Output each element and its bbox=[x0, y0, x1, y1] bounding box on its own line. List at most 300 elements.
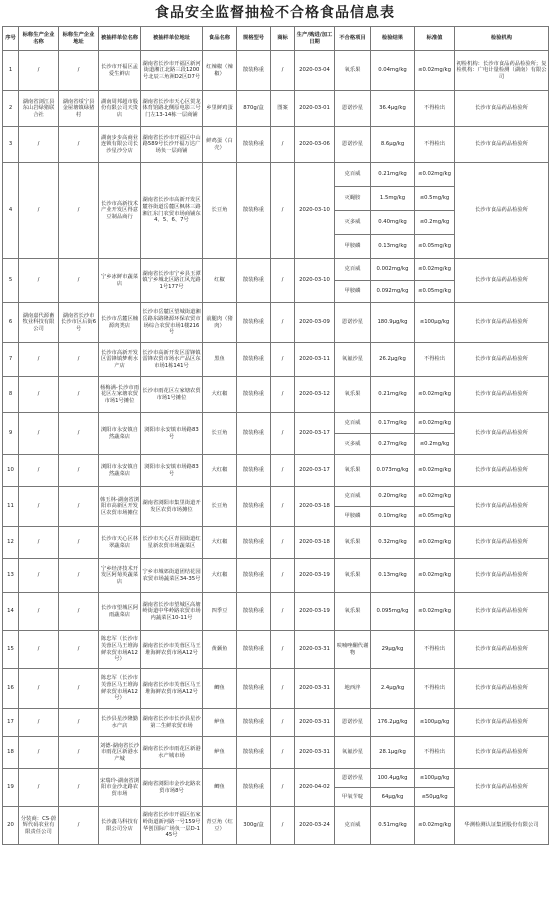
cell-brand: / bbox=[271, 669, 295, 709]
cell-brand: / bbox=[271, 487, 295, 527]
cell-spec: 散装称重 bbox=[237, 413, 271, 455]
cell-manufacturer-address: / bbox=[59, 455, 99, 487]
cell-spec: 散装称重 bbox=[237, 527, 271, 559]
cell-date: 2020-03-01 bbox=[295, 91, 335, 127]
cell-no: 19 bbox=[3, 769, 19, 807]
cell-date: 2020-03-12 bbox=[295, 377, 335, 413]
cell-manufacturer: 湖南省浏江县东山岩绿猪联合社 bbox=[19, 91, 59, 127]
cell-manufacturer: / bbox=[19, 527, 59, 559]
cell-brand: / bbox=[271, 377, 295, 413]
cell-standard: ≤100μg/kg bbox=[415, 769, 455, 788]
cell-brand: / bbox=[271, 769, 295, 807]
header-cell: 不合格项目 bbox=[335, 27, 371, 51]
cell-sampled-address: 湖南省长沙市开福区中山路589号长沙开福万达广场负一层商铺 bbox=[141, 127, 203, 163]
cell-sampled-address: 长沙市高新开发区雷锋镇雷锋农贸市场水产品区东市场1栋141号 bbox=[141, 343, 203, 377]
cell-standard: ≤0.02mg/kg bbox=[415, 559, 455, 593]
cell-spec: 散装称重 bbox=[237, 51, 271, 91]
cell-result: 64μg/kg bbox=[371, 788, 415, 807]
cell-manufacturer-address: / bbox=[59, 669, 99, 709]
cell-date: 2020-03-19 bbox=[295, 593, 335, 631]
cell-standard: ≤0.5mg/kg bbox=[415, 187, 455, 211]
cell-result: 0.17mg/kg bbox=[371, 413, 415, 434]
cell-manufacturer: 分装商：CS·蔚辉代码农业有限责任公司 bbox=[19, 807, 59, 845]
header-cell: 序号 bbox=[3, 27, 19, 51]
cell-lab: 长沙市食品药品检验所 bbox=[455, 737, 549, 769]
cell-failed-item: 恩诺沙星 bbox=[335, 303, 371, 343]
cell-sampled-address: 长沙市雨花区左家塘农贸市场1号摊位 bbox=[141, 377, 203, 413]
cell-no: 18 bbox=[3, 737, 19, 769]
cell-manufacturer-address: / bbox=[59, 343, 99, 377]
cell-sampled-unit: 宁乡经济技术开发区阿菊英蔬菜店 bbox=[99, 559, 141, 593]
table-row bbox=[3, 487, 549, 507]
cell-failed-item: 甲胺磷 bbox=[335, 281, 371, 303]
cell-brand: / bbox=[271, 737, 295, 769]
cell-lab: 长沙市食品药品检验所 bbox=[455, 527, 549, 559]
cell-lab: 长沙市食品药品检验所 bbox=[455, 631, 549, 669]
cell-date: 2020-03-31 bbox=[295, 709, 335, 737]
cell-sampled-unit: 长沙县星沙隆勤水产店 bbox=[99, 709, 141, 737]
cell-result: 0.002mg/kg bbox=[371, 259, 415, 281]
cell-sampled-address: 湖南省浏阳市集里街道开发区农贸市场摊位 bbox=[141, 487, 203, 527]
header-cell: 商标 bbox=[271, 27, 295, 51]
cell-spec: 散装称重 bbox=[237, 163, 271, 259]
table-row bbox=[3, 455, 549, 487]
cell-food-name: 鲈鱼 bbox=[203, 709, 237, 737]
cell-sampled-address: 湖南省长沙市芙蓉区马王堆海鲜农贸市场A12号 bbox=[141, 669, 203, 709]
cell-sampled-unit: 宁乡冰鲜市蔬菜店 bbox=[99, 259, 141, 303]
cell-result: 26.2μg/kg bbox=[371, 343, 415, 377]
cell-result: 0.095mg/kg bbox=[371, 593, 415, 631]
table-row bbox=[3, 163, 549, 187]
cell-lab: 长沙市食品药品检验所 bbox=[455, 163, 549, 259]
cell-sampled-address: 湖南省长沙市天心区贺龙体育馆路北侧原电影三号门左13-14栋一层商铺 bbox=[141, 91, 203, 127]
cell-manufacturer-address: / bbox=[59, 259, 99, 303]
header-cell: 生产/购进/加工日期 bbox=[295, 27, 335, 51]
cell-food-name: 长豆角 bbox=[203, 413, 237, 455]
cell-result: 0.13mg/kg bbox=[371, 559, 415, 593]
cell-manufacturer: / bbox=[19, 455, 59, 487]
table-body bbox=[3, 51, 549, 845]
cell-failed-item: 甲氧苄啶 bbox=[335, 788, 371, 807]
table-row bbox=[3, 303, 549, 343]
cell-manufacturer-address: 湖南省长沙市长沙市区后街6号 bbox=[59, 303, 99, 343]
table-row bbox=[3, 51, 549, 91]
cell-result: 0.10mg/kg bbox=[371, 507, 415, 527]
cell-failed-item: 恩诺沙星 bbox=[335, 91, 371, 127]
cell-lab: 长沙市食品药品检验所 bbox=[455, 303, 549, 343]
cell-food-name: 鲫鱼 bbox=[203, 769, 237, 807]
cell-standard: ≤0.02mg/kg bbox=[415, 455, 455, 487]
cell-standard: ≤0.02mg/kg bbox=[415, 51, 455, 91]
cell-failed-item: 氧乐果 bbox=[335, 559, 371, 593]
cell-manufacturer-address: / bbox=[59, 527, 99, 559]
header-row bbox=[3, 27, 549, 51]
cell-manufacturer-address: / bbox=[59, 377, 99, 413]
cell-lab: 长沙市食品药品检验所 bbox=[455, 487, 549, 527]
cell-manufacturer: / bbox=[19, 669, 59, 709]
cell-manufacturer: / bbox=[19, 487, 59, 527]
cell-brand: / bbox=[271, 343, 295, 377]
cell-lab: 长沙市食品药品检验所 bbox=[455, 259, 549, 303]
cell-failed-item: 克百威 bbox=[335, 259, 371, 281]
table-row bbox=[3, 737, 549, 769]
cell-no: 8 bbox=[3, 377, 19, 413]
cell-failed-item: 克百威 bbox=[335, 807, 371, 845]
cell-brand: / bbox=[271, 51, 295, 91]
cell-result: 176.2μg/kg bbox=[371, 709, 415, 737]
cell-sampled-address: 湖南省长沙市开福区伍家岭街道新河路一号159号华创国际广场负一层D-145号 bbox=[141, 807, 203, 845]
cell-result: 0.13mg/kg bbox=[371, 235, 415, 259]
cell-result: 2.4μg/kg bbox=[371, 669, 415, 709]
cell-manufacturer: / bbox=[19, 413, 59, 455]
cell-spec: 散装称重 bbox=[237, 377, 271, 413]
cell-standard: ≤0.02mg/kg bbox=[415, 377, 455, 413]
cell-spec: 散装称重 bbox=[237, 669, 271, 709]
cell-no: 16 bbox=[3, 669, 19, 709]
cell-food-name: 青豆角（红豆） bbox=[203, 807, 237, 845]
cell-failed-item: 氧乐果 bbox=[335, 593, 371, 631]
cell-failed-item: 恩诺沙星 bbox=[335, 127, 371, 163]
cell-sampled-address: 宁乡市城郊街道团结花园农贸市场蔬菜区34-35号 bbox=[141, 559, 203, 593]
cell-date: 2020-03-04 bbox=[295, 51, 335, 91]
cell-food-name: 大红椒 bbox=[203, 559, 237, 593]
cell-failed-item: 克百威 bbox=[335, 413, 371, 434]
cell-failed-item: 克百威 bbox=[335, 163, 371, 187]
cell-spec: 870g/盒 bbox=[237, 91, 271, 127]
cell-standard: ≤50μg/kg bbox=[415, 788, 455, 807]
cell-standard: 不得检出 bbox=[415, 343, 455, 377]
cell-result: 36.4μg/kg bbox=[371, 91, 415, 127]
cell-sampled-address: 浏阳市永安镇市场路83号 bbox=[141, 413, 203, 455]
cell-food-name: 鲫鱼 bbox=[203, 669, 237, 709]
cell-manufacturer: / bbox=[19, 559, 59, 593]
cell-standard: 不得检出 bbox=[415, 669, 455, 709]
table-row bbox=[3, 807, 549, 845]
cell-manufacturer: / bbox=[19, 709, 59, 737]
cell-lab: 华测检测认证集团股份有限公司 bbox=[455, 807, 549, 845]
cell-food-name: 鲜鸡蛋（白壳） bbox=[203, 127, 237, 163]
cell-standard: ≤0.02mg/kg bbox=[415, 527, 455, 559]
cell-date: 2020-03-31 bbox=[295, 631, 335, 669]
cell-result: 0.51mg/kg bbox=[371, 807, 415, 845]
cell-sampled-address: 湖南省长沙市开福区新河街道湘江北路三段1200号北辰三角洲D2区D7号 bbox=[141, 51, 203, 91]
cell-lab: 长沙市食品药品检验所 bbox=[455, 669, 549, 709]
cell-failed-item: 恩诺沙星 bbox=[335, 709, 371, 737]
cell-standard: ≤0.2mg/kg bbox=[415, 434, 455, 455]
cell-sampled-address: 湖南省长沙市长沙县星沙第二生鲜农贸市场 bbox=[141, 709, 203, 737]
cell-no: 17 bbox=[3, 709, 19, 737]
cell-standard: ≤0.02mg/kg bbox=[415, 163, 455, 187]
cell-manufacturer: / bbox=[19, 593, 59, 631]
cell-failed-item: 地西泮 bbox=[335, 669, 371, 709]
cell-result: 0.20mg/kg bbox=[371, 487, 415, 507]
table-row bbox=[3, 413, 549, 434]
cell-no: 2 bbox=[3, 91, 19, 127]
cell-sampled-address: 湖南省浏阳市金沙北路农贸市场8号 bbox=[141, 769, 203, 807]
cell-failed-item: 氧氟沙星 bbox=[335, 343, 371, 377]
cell-standard: 不得检出 bbox=[415, 91, 455, 127]
cell-manufacturer-address: / bbox=[59, 737, 99, 769]
cell-brand: / bbox=[271, 527, 295, 559]
cell-result: 28.1μg/kg bbox=[371, 737, 415, 769]
cell-no: 12 bbox=[3, 527, 19, 559]
cell-lab: 长沙市食品药品检验所 bbox=[455, 593, 549, 631]
table-row bbox=[3, 631, 549, 669]
cell-brand: 图案 bbox=[271, 91, 295, 127]
cell-spec: 300g/盒 bbox=[237, 807, 271, 845]
cell-no: 3 bbox=[3, 127, 19, 163]
cell-standard: 不得检出 bbox=[415, 127, 455, 163]
cell-no: 6 bbox=[3, 303, 19, 343]
cell-date: 2020-03-17 bbox=[295, 455, 335, 487]
cell-manufacturer-address: / bbox=[59, 127, 99, 163]
cell-manufacturer-address: / bbox=[59, 559, 99, 593]
cell-sampled-address: 长沙市岳麓区望城街道湘岳路东路隆源环保农贸市场综合农贸市场1楼216号 bbox=[141, 303, 203, 343]
cell-sampled-unit: 陈忠军（长沙市芙蓉区马王堆海鲜农贸市场A12号） bbox=[99, 669, 141, 709]
cell-no: 13 bbox=[3, 559, 19, 593]
cell-manufacturer: / bbox=[19, 259, 59, 303]
cell-sampled-unit: 韩玉林-湖南省浏阳市高新区开发区农贸市场摊位 bbox=[99, 487, 141, 527]
cell-result: 29μg/kg bbox=[371, 631, 415, 669]
cell-result: 1.5mg/kg bbox=[371, 187, 415, 211]
cell-date: 2020-03-10 bbox=[295, 259, 335, 303]
table-row bbox=[3, 127, 549, 163]
cell-brand: / bbox=[271, 413, 295, 455]
cell-lab: 长沙市食品药品检验所 bbox=[455, 413, 549, 455]
cell-sampled-address: 浏阳市永安镇市场路83号 bbox=[141, 455, 203, 487]
cell-spec: 散装称重 bbox=[237, 559, 271, 593]
cell-lab: 长沙市食品药品检验所 bbox=[455, 709, 549, 737]
cell-sampled-unit: 湖南周邦超市股份有限公司天贵店 bbox=[99, 91, 141, 127]
cell-food-name: 红椒 bbox=[203, 259, 237, 303]
cell-sampled-unit: 长沙市高新技术产业开发区得意豆制品商行 bbox=[99, 163, 141, 259]
cell-failed-item: 氧乐果 bbox=[335, 527, 371, 559]
header-cell: 食品名称 bbox=[203, 27, 237, 51]
cell-sampled-unit: 浏阳市永安镇自然蔬菜店 bbox=[99, 413, 141, 455]
cell-lab: 长沙市食品药品检验所 bbox=[455, 91, 549, 127]
cell-failed-item: 呋喃唑酮代谢物 bbox=[335, 631, 371, 669]
cell-no: 1 bbox=[3, 51, 19, 91]
cell-date: 2020-03-31 bbox=[295, 669, 335, 709]
cell-date: 2020-03-19 bbox=[295, 559, 335, 593]
table-row bbox=[3, 343, 549, 377]
cell-sampled-unit: 长沙市开福区孟爱生鲜店 bbox=[99, 51, 141, 91]
cell-manufacturer: / bbox=[19, 163, 59, 259]
cell-date: 2020-03-17 bbox=[295, 413, 335, 455]
cell-manufacturer-address: / bbox=[59, 163, 99, 259]
cell-no: 7 bbox=[3, 343, 19, 377]
cell-sampled-unit: 陈忠军（长沙市芙蓉区马王堆海鲜农贸市场A12号） bbox=[99, 631, 141, 669]
cell-lab: 长沙市食品药品检验所 bbox=[455, 377, 549, 413]
cell-food-name: 大红椒 bbox=[203, 527, 237, 559]
cell-failed-item: 甲胺磷 bbox=[335, 507, 371, 527]
cell-failed-item: 灭多威 bbox=[335, 211, 371, 235]
cell-spec: 散装称重 bbox=[237, 631, 271, 669]
header-cell: 规格型号 bbox=[237, 27, 271, 51]
cell-standard: ≤0.02mg/kg bbox=[415, 593, 455, 631]
cell-food-name: 大红椒 bbox=[203, 377, 237, 413]
cell-food-name: 大红椒 bbox=[203, 455, 237, 487]
cell-date: 2020-03-24 bbox=[295, 807, 335, 845]
cell-spec: 散装称重 bbox=[237, 737, 271, 769]
page-title: 食品安全监督抽检不合格食品信息表 bbox=[155, 5, 395, 21]
table-row bbox=[3, 259, 549, 281]
cell-failed-item: 克百威 bbox=[335, 487, 371, 507]
cell-no: 11 bbox=[3, 487, 19, 527]
header-cell: 标称生产企业名称 bbox=[19, 27, 59, 51]
cell-manufacturer: / bbox=[19, 127, 59, 163]
cell-lab: 长沙市食品药品检验所 bbox=[455, 127, 549, 163]
header-cell: 标准值 bbox=[415, 27, 455, 51]
cell-food-name: 红辣椒（辣椒） bbox=[203, 51, 237, 91]
cell-brand: / bbox=[271, 259, 295, 303]
cell-standard: 不得检出 bbox=[415, 737, 455, 769]
cell-sampled-unit: 长沙市岳麓区楠源肉类店 bbox=[99, 303, 141, 343]
cell-date: 2020-03-18 bbox=[295, 527, 335, 559]
cell-date: 2020-03-31 bbox=[295, 737, 335, 769]
cell-sampled-address: 湖南省长沙市望城区高塘岭街道中华岭路农贸市场内蔬菜区10-11号 bbox=[141, 593, 203, 631]
cell-sampled-unit: 长沙市高新开发区雷锋镇梦莉水产店 bbox=[99, 343, 141, 377]
cell-spec: 散装称重 bbox=[237, 343, 271, 377]
cell-failed-item: 甲胺磷 bbox=[335, 235, 371, 259]
cell-result: 0.27mg/kg bbox=[371, 434, 415, 455]
cell-manufacturer: / bbox=[19, 769, 59, 807]
cell-standard: ≤100μg/kg bbox=[415, 709, 455, 737]
cell-result: 0.40mg/kg bbox=[371, 211, 415, 235]
cell-sampled-unit: 长沙市天心区林翠蔬菜店 bbox=[99, 527, 141, 559]
table-row bbox=[3, 593, 549, 631]
cell-sampled-address: 湖南省长沙市雨花区新港水产城市场 bbox=[141, 737, 203, 769]
cell-failed-item: 恩诺沙星 bbox=[335, 769, 371, 788]
cell-food-name: 前腿肉（猪肉） bbox=[203, 303, 237, 343]
cell-spec: 散装称重 bbox=[237, 259, 271, 303]
cell-sampled-unit: 长沙市望城区阿雨蔬菜店 bbox=[99, 593, 141, 631]
cell-spec: 散装称重 bbox=[237, 487, 271, 527]
cell-food-name: 黄颡鱼 bbox=[203, 631, 237, 669]
cell-manufacturer: / bbox=[19, 737, 59, 769]
cell-spec: 散装称重 bbox=[237, 127, 271, 163]
cell-brand: / bbox=[271, 163, 295, 259]
cell-brand: / bbox=[271, 807, 295, 845]
cell-manufacturer-address: / bbox=[59, 769, 99, 807]
cell-failed-item: 灭蝇胺 bbox=[335, 187, 371, 211]
cell-standard: ≤0.05mg/kg bbox=[415, 235, 455, 259]
cell-result: 0.073mg/kg bbox=[371, 455, 415, 487]
cell-manufacturer: / bbox=[19, 51, 59, 91]
cell-date: 2020-03-06 bbox=[295, 127, 335, 163]
cell-spec: 散装称重 bbox=[237, 769, 271, 807]
cell-failed-item: 氧乐果 bbox=[335, 51, 371, 91]
cell-food-name: 长豆角 bbox=[203, 487, 237, 527]
cell-result: 8.6μg/kg bbox=[371, 127, 415, 163]
cell-food-name: 乡里鲜鸡蛋 bbox=[203, 91, 237, 127]
cell-no: 15 bbox=[3, 631, 19, 669]
cell-manufacturer: / bbox=[19, 631, 59, 669]
cell-no: 20 bbox=[3, 807, 19, 845]
cell-food-name: 鲈鱼 bbox=[203, 737, 237, 769]
cell-date: 2020-03-11 bbox=[295, 343, 335, 377]
header-cell: 被抽样单位地址 bbox=[141, 27, 203, 51]
table-row bbox=[3, 527, 549, 559]
cell-food-name: 四季豆 bbox=[203, 593, 237, 631]
header-cell: 标称生产企业地址 bbox=[59, 27, 99, 51]
cell-manufacturer-address: / bbox=[59, 593, 99, 631]
cell-result: 0.32mg/kg bbox=[371, 527, 415, 559]
cell-lab: 长沙市食品药品检验所 bbox=[455, 559, 549, 593]
cell-date: 2020-04-02 bbox=[295, 769, 335, 807]
cell-manufacturer-address: / bbox=[59, 413, 99, 455]
cell-failed-item: 氧乐果 bbox=[335, 377, 371, 413]
cell-food-name: 长豆角 bbox=[203, 163, 237, 259]
cell-spec: 散装称重 bbox=[237, 593, 271, 631]
cell-no: 10 bbox=[3, 455, 19, 487]
cell-sampled-unit: 宋瑞玲-湖南省浏阳市金沙北路农贸市场 bbox=[99, 769, 141, 807]
cell-manufacturer-address: 湖南省绥宁县金屋塘镇绿猪村 bbox=[59, 91, 99, 127]
cell-date: 2020-03-10 bbox=[295, 163, 335, 259]
cell-sampled-unit: 杨梅满-长沙市雨花区左家塘农贸市场1号摊位 bbox=[99, 377, 141, 413]
cell-spec: 散装称重 bbox=[237, 455, 271, 487]
cell-standard: ≤0.02mg/kg bbox=[415, 487, 455, 507]
cell-standard: ≤0.05mg/kg bbox=[415, 507, 455, 527]
table-row bbox=[3, 559, 549, 593]
cell-standard: ≤0.05mg/kg bbox=[415, 281, 455, 303]
cell-food-name: 黑鱼 bbox=[203, 343, 237, 377]
cell-brand: / bbox=[271, 559, 295, 593]
cell-lab: 长沙市食品药品检验所 bbox=[455, 455, 549, 487]
cell-brand: / bbox=[271, 127, 295, 163]
cell-brand: / bbox=[271, 709, 295, 737]
cell-manufacturer-address: / bbox=[59, 487, 99, 527]
cell-sampled-unit: 浏阳市永安镇自然蔬菜店 bbox=[99, 455, 141, 487]
cell-sampled-address: 湖南省长沙市高新开发区麓谷街道岳麓区枫林三路湘江东门农贸市场商铺东4、5、6、7号 bbox=[141, 163, 203, 259]
cell-manufacturer: 湖南嘉代源畜牧业科技有限公司 bbox=[19, 303, 59, 343]
cell-standard: 不得检出 bbox=[415, 631, 455, 669]
cell-brand: / bbox=[271, 303, 295, 343]
cell-no: 5 bbox=[3, 259, 19, 303]
cell-sampled-address: 湖南省长沙市芙蓉区马王堆海鲜农贸市场A12号 bbox=[141, 631, 203, 669]
cell-manufacturer: / bbox=[19, 377, 59, 413]
cell-spec: 散装称重 bbox=[237, 303, 271, 343]
cell-failed-item: 氧乐果 bbox=[335, 455, 371, 487]
cell-lab: 长沙市食品药品检验所 bbox=[455, 769, 549, 807]
cell-result: 180.9μg/kg bbox=[371, 303, 415, 343]
cell-result: 0.04mg/kg bbox=[371, 51, 415, 91]
cell-lab: 长沙市食品药品检验所 bbox=[455, 343, 549, 377]
cell-no: 4 bbox=[3, 163, 19, 259]
cell-sampled-unit: 刘德-湖南省长沙市雨花区新港水产城 bbox=[99, 737, 141, 769]
cell-brand: / bbox=[271, 455, 295, 487]
cell-failed-item: 氧氟沙星 bbox=[335, 737, 371, 769]
cell-lab: 初检机构：长沙市食品药品检验所；复检机构：广电计量检测（湖南）有限公司 bbox=[455, 51, 549, 91]
cell-manufacturer-address: / bbox=[59, 51, 99, 91]
cell-date: 2020-03-09 bbox=[295, 303, 335, 343]
table-row bbox=[3, 91, 549, 127]
cell-result: 0.21mg/kg bbox=[371, 377, 415, 413]
cell-brand: / bbox=[271, 593, 295, 631]
table-row bbox=[3, 709, 549, 737]
cell-manufacturer-address: / bbox=[59, 807, 99, 845]
cell-result: 100.4μg/kg bbox=[371, 769, 415, 788]
header-cell: 被抽样单位名称 bbox=[99, 27, 141, 51]
table-row bbox=[3, 669, 549, 709]
cell-brand: / bbox=[271, 631, 295, 669]
cell-standard: ≤0.02mg/kg bbox=[415, 259, 455, 281]
table-row bbox=[3, 377, 549, 413]
cell-result: 0.092mg/kg bbox=[371, 281, 415, 303]
cell-manufacturer-address: / bbox=[59, 709, 99, 737]
cell-standard: ≤100μg/kg bbox=[415, 303, 455, 343]
cell-spec: 散装称重 bbox=[237, 709, 271, 737]
